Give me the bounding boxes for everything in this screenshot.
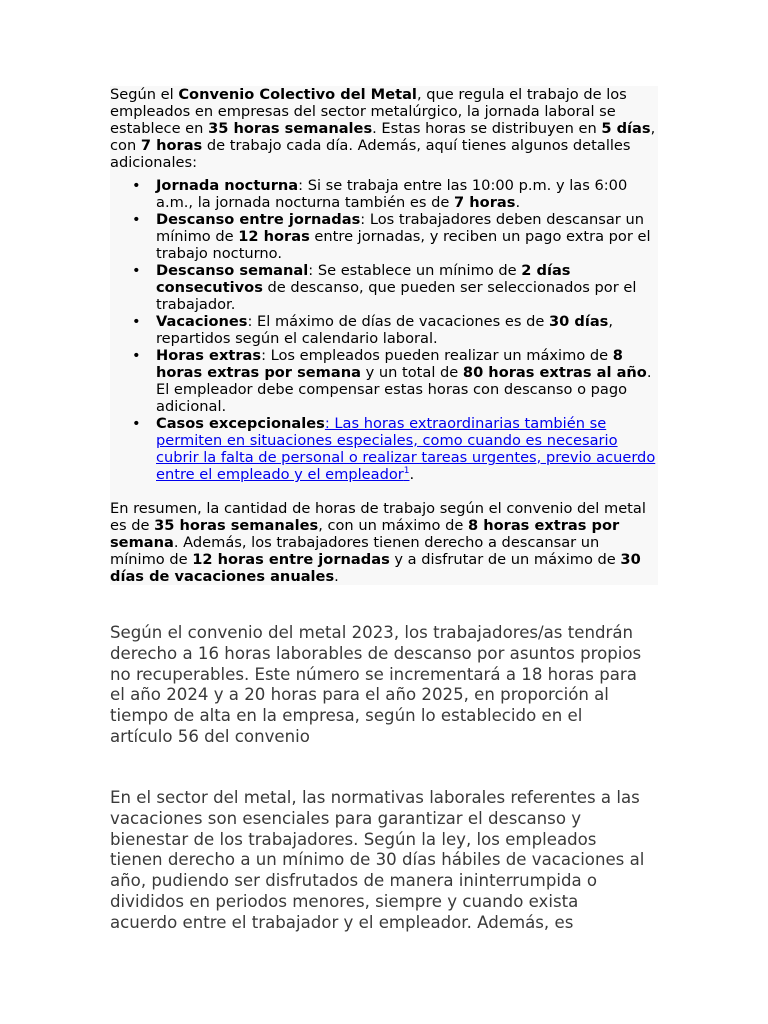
- answer-block: [110, 86, 658, 585]
- convenio-2023-paragraph: Según el convenio del metal 2023, los trabajadores/as tendrán derecho a 16 horas laborables de descanso por asuntos propios no recuperables. Este número se incrementará a 18 horas para el año 2024 y a 20 horas para el año 2025, en proporción al tiempo de alta en la empresa, según lo establecido en el artículo 56 del convenio: [110, 623, 642, 746]
- list-item-horas-extras: • Horas extras: Los empleados pueden realizar un máximo de 8 horas extras por semana y un total de 80 horas extras al año. El empleador debe compensar estas horas con descanso o pago adicional.: [156, 347, 658, 415]
- list-item-jornada-nocturna: • Jornada nocturna: Si se trabaja entre las 10:00 p.m. y las 6:00 a.m., la jornada nocturna también es de 7 horas.: [156, 177, 658, 211]
- vacaciones-paragraph: En el sector del metal, las normativas laborales referentes a las vacaciones son esenciales para garantizar el descanso y bienestar de los trabajadores. Según la ley, los empleados tienen derecho a un mínimo de 30 días hábiles de vacaciones al año, pudiendo ser disfrutados de manera ininterrumpida o divididos en periodos menores, siempre y cuando exista acuerdo entre el trabajador y el empleador. Además, es: [110, 788, 645, 932]
- intro-paragraph: Según el Convenio Colectivo del Metal, que regula el trabajo de los empleados en empresas del sector metalúrgico, la jornada laboral se establece en 35 horas semanales. Estas horas se distribuyen en 5 días, con 7 horas de trabajo cada día. Además, aquí tienes algunos detalles adicionales:: [110, 86, 658, 177]
- footnote-marker: 1: [403, 466, 410, 477]
- list-item-vacaciones: • Vacaciones: El máximo de días de vacaciones es de 30 días, repartidos según el calendario laboral.: [156, 313, 658, 347]
- reference-link[interactable]: : Las horas extraordinarias también se permiten en situaciones especiales, como cuando es necesario cubrir la falta de personal o realizar tareas urgentes, previo acuerdo entre el empleado y el empleador$^1$: [156, 415, 656, 483]
- list-item-casos-excepcionales: • Casos excepcionales: Las horas extraordinarias también se permiten en situaciones especiales, como cuando es necesario cubrir la falta de personal o realizar tareas urgentes, previo acuerdo entre el empleado y el empleador$^1$.: [156, 415, 658, 483]
- list-item-descanso-entre-jornadas: • Descanso entre jornadas: Los trabajadores deben descansar un mínimo de 12 horas entre jornadas, y reciben un pago extra por el trabajo nocturno.: [156, 211, 658, 262]
- summary-paragraph: En resumen, la cantidad de horas de trabajo según el convenio del metal es de 35 horas semanales, con un máximo de 8 horas extras por semana. Además, los trabajadores tienen derecho a descansar un mínimo de 12 horas entre jornadas y a disfrutar de un máximo de 30 días de vacaciones anuales.: [110, 483, 658, 585]
- list-item-descanso-semanal: • Descanso semanal: Se establece un mínimo de 2 días consecutivos de descanso, que pueden ser seleccionados por el trabajador.: [156, 262, 658, 313]
- details-list: [110, 177, 658, 483]
